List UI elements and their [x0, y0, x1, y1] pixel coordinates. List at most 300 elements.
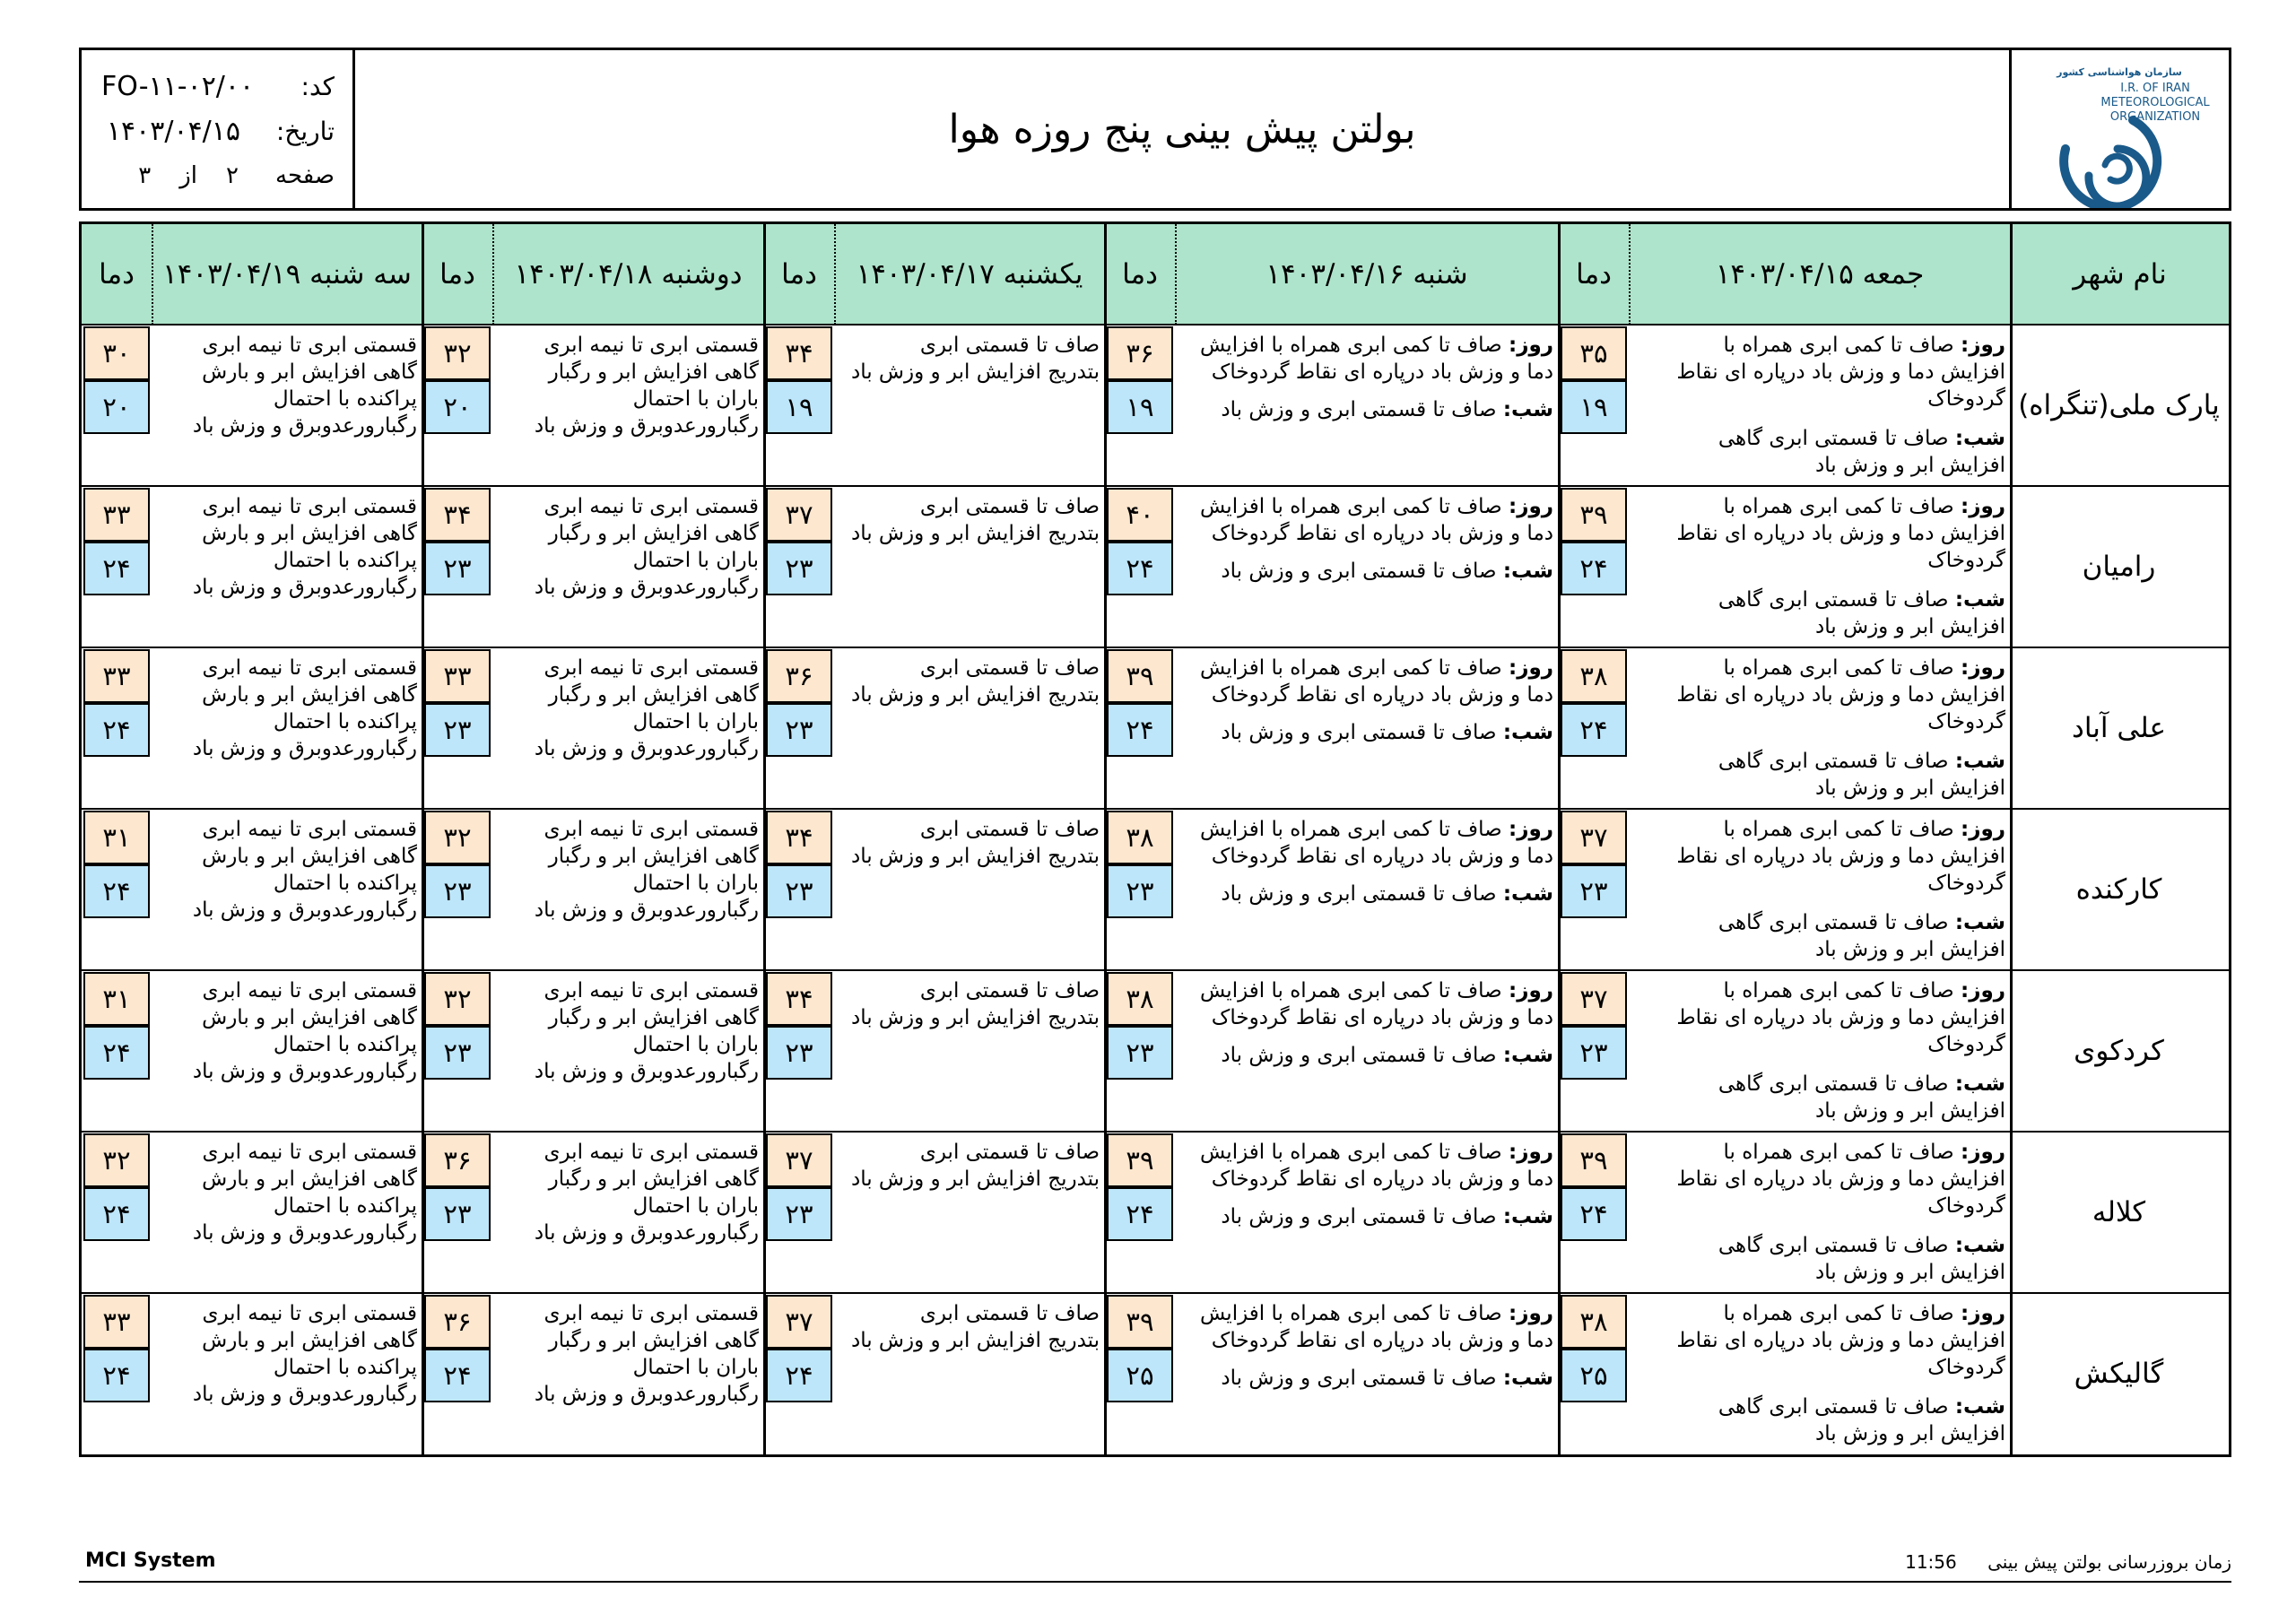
- day-column-header: دوشنبه ۱۴۰۳/۰۴/۱۸: [492, 224, 764, 325]
- max-temp: ۳۴: [424, 488, 491, 542]
- forecast-text: صاف تا قسمتی ابری گاهی: [1718, 1395, 1949, 1419]
- forecast-line: [841, 1139, 1100, 1166]
- max-temp: ۳۰: [83, 326, 150, 380]
- day-forecast: [1636, 1300, 2005, 1381]
- forecast-line: [841, 1166, 1100, 1193]
- header-dotted-divider: [1629, 224, 1631, 325]
- forecast-text: قسمتی ابری تا نیمه ابری: [202, 818, 417, 841]
- max-temp: ۳۸: [1561, 649, 1627, 703]
- forecast-text: قسمتی ابری تا نیمه ابری: [202, 1141, 417, 1164]
- min-temp: ۲۴: [1107, 542, 1173, 595]
- forecast-line: [500, 547, 759, 574]
- forecast-text: باران با احتمال: [632, 1033, 759, 1056]
- logo-org-en-1: I.R. OF IRAN: [2120, 82, 2190, 95]
- day-forecast: [1636, 493, 2005, 574]
- forecast-line: [159, 816, 417, 843]
- forecast-text: گاهی افزایش ابر و بارش: [202, 522, 417, 545]
- forecast-text: رگبارورعدوبرق و وزش باد: [534, 1221, 759, 1245]
- forecast-text: گردوخاک: [1927, 1033, 2005, 1056]
- forecast-line: [159, 1219, 417, 1246]
- forecast-text: قسمتی ابری تا نیمه ابری: [544, 1141, 759, 1164]
- forecast-text: افزایش دما و وزش باد درپاره ای نقاط: [1676, 845, 2005, 868]
- max-temp: ۴۰: [1107, 488, 1173, 542]
- row-divider: [82, 1292, 2229, 1294]
- forecast-text: باران با احتمال: [632, 710, 759, 733]
- forecast-text: صاف تا قسمتی ابری و وزش باد: [1221, 882, 1497, 906]
- forecast-table: [79, 221, 2231, 1457]
- forecast-text: بتدریج افزایش ابر و وزش باد: [850, 1329, 1100, 1352]
- forecast-line: [500, 1031, 759, 1058]
- forecast-line: [159, 897, 417, 924]
- forecast-line: [500, 412, 759, 439]
- forecast-text: قسمتی ابری تا نیمه ابری: [544, 656, 759, 680]
- temp-column-header: دما: [764, 224, 834, 325]
- forecast-text: صاف تا قسمتی ابری: [919, 656, 1100, 680]
- max-temp: ۳۷: [766, 488, 832, 542]
- forecast-line: [159, 1193, 417, 1219]
- forecast-line: [1636, 386, 2005, 412]
- min-temp: ۲۴: [1107, 703, 1173, 757]
- forecast-text: افزایش ابر و وزش باد: [1815, 1422, 2005, 1445]
- night-forecast: [1636, 909, 2005, 963]
- forecast-text: گاهی افزایش ابر و بارش: [202, 1329, 417, 1352]
- forecast-line: [1636, 332, 2005, 359]
- forecast-label: شب:: [1954, 427, 2005, 450]
- max-temp: ۳۴: [766, 972, 832, 1026]
- forecast-text: دما و وزش باد درپاره ای نقاط گردوخاک: [1211, 360, 1553, 384]
- forecast-label: شب:: [1502, 1205, 1553, 1228]
- date-value: ۱۴۰۳/۰۴/۱۵: [106, 115, 240, 147]
- forecast-text: رگبارورعدوبرق و وزش باد: [192, 898, 417, 922]
- forecast-label: شب:: [1502, 721, 1553, 744]
- night-forecast: [1636, 1071, 2005, 1124]
- forecast-line: [500, 359, 759, 386]
- min-temp: ۲۴: [83, 703, 150, 757]
- forecast-text: دما و وزش باد درپاره ای نقاط گردوخاک: [1211, 1329, 1553, 1352]
- forecast-description: [841, 655, 1100, 708]
- meteorological-organization-logo: [2012, 50, 2226, 208]
- min-temp: ۲۰: [83, 380, 150, 434]
- forecast-line: [1636, 520, 2005, 547]
- forecast-text: صاف تا کمی ابری همراه با افزایش: [1199, 495, 1502, 518]
- city-name: کلاله: [2092, 1196, 2146, 1228]
- forecast-text: قسمتی ابری تا نیمه ابری: [544, 334, 759, 357]
- night-forecast: [1636, 425, 2005, 479]
- day-forecast: [1182, 1139, 1553, 1193]
- forecast-text: صاف تا کمی ابری همراه با افزایش: [1199, 818, 1502, 841]
- forecast-description: [1636, 977, 2005, 1124]
- forecast-description: [159, 493, 417, 601]
- temp-column-header: دما: [82, 224, 152, 325]
- forecast-line: [841, 1327, 1100, 1354]
- forecast-label: شب:: [1502, 560, 1553, 583]
- min-temp: ۲۴: [1561, 542, 1627, 595]
- forecast-line: [1636, 816, 2005, 843]
- forecast-line: [841, 332, 1100, 359]
- forecast-line: [500, 1139, 759, 1166]
- forecast-line: [159, 977, 417, 1004]
- day-forecast: [1182, 332, 1553, 386]
- forecast-text: پراکنده با احتمال: [273, 1033, 417, 1056]
- forecast-text: پراکنده با احتمال: [273, 1356, 417, 1379]
- forecast-label: شب:: [1954, 750, 2005, 773]
- forecast-text: گردوخاک: [1927, 1194, 2005, 1218]
- forecast-text: گاهی افزایش ابر و رگبار: [548, 1167, 759, 1191]
- day-forecast: [1182, 816, 1553, 870]
- forecast-line: [841, 655, 1100, 681]
- forecast-line: [500, 574, 759, 601]
- max-temp: ۳۳: [83, 1295, 150, 1349]
- forecast-text: گاهی افزایش ابر و رگبار: [548, 845, 759, 868]
- forecast-description: [1182, 332, 1553, 423]
- forecast-text: صاف تا کمی ابری همراه با افزایش: [1199, 656, 1502, 680]
- temp-column-header: دما: [1105, 224, 1175, 325]
- forecast-text: رگبارورعدوبرق و وزش باد: [534, 1060, 759, 1083]
- forecast-text: افزایش دما و وزش باد درپاره ای نقاط: [1676, 522, 2005, 545]
- min-temp: ۲۴: [83, 864, 150, 918]
- forecast-label: روز:: [1509, 495, 1553, 518]
- day-forecast: [1636, 1139, 2005, 1219]
- max-temp: ۳۲: [424, 811, 491, 864]
- forecast-text: گردوخاک: [1927, 872, 2005, 895]
- night-forecast: [1182, 881, 1553, 907]
- forecast-description: [1182, 493, 1553, 585]
- forecast-text: پراکنده با احتمال: [273, 1194, 417, 1218]
- forecast-label: شب:: [1502, 398, 1553, 421]
- forecast-text: صاف تا قسمتی ابری گاهی: [1718, 911, 1949, 934]
- forecast-line: [1182, 816, 1553, 843]
- forecast-text: باران با احتمال: [632, 387, 759, 411]
- city-name: پارک ملی(تنگراه): [2018, 389, 2220, 421]
- max-temp: ۳۹: [1107, 1133, 1173, 1187]
- city-name: کارکنده: [2075, 873, 2162, 906]
- forecast-line: [1636, 1420, 2005, 1447]
- min-temp: ۲۳: [766, 1026, 832, 1080]
- forecast-text: بتدریج افزایش ابر و وزش باد: [850, 1167, 1100, 1191]
- forecast-description: [500, 977, 759, 1085]
- date-label: تاریخ:: [275, 116, 335, 146]
- forecast-line: [1182, 1300, 1553, 1327]
- forecast-line: [1636, 870, 2005, 897]
- forecast-text: بتدریج افزایش ابر و وزش باد: [850, 522, 1100, 545]
- max-temp: ۳۷: [1561, 811, 1627, 864]
- forecast-description: [1182, 977, 1553, 1069]
- footer-update-value: 11:56: [1905, 1551, 1957, 1573]
- forecast-text: قسمتی ابری تا نیمه ابری: [544, 818, 759, 841]
- forecast-line: [1182, 332, 1553, 359]
- night-forecast: [1636, 1393, 2005, 1447]
- min-temp: ۲۳: [766, 542, 832, 595]
- forecast-line: [500, 708, 759, 735]
- forecast-line: [1182, 843, 1553, 870]
- forecast-text: صاف تا کمی ابری همراه با: [1723, 818, 1954, 841]
- forecast-description: [1636, 1139, 2005, 1286]
- forecast-line: [500, 816, 759, 843]
- forecast-text: گاهی افزایش ابر و بارش: [202, 1167, 417, 1191]
- forecast-text: صاف تا کمی ابری همراه با افزایش: [1199, 979, 1502, 1002]
- max-temp: ۳۵: [1561, 326, 1627, 380]
- forecast-label: روز:: [1509, 1141, 1553, 1164]
- max-temp: ۳۷: [766, 1133, 832, 1187]
- city-name: کردکوی: [2074, 1035, 2164, 1067]
- forecast-text: رگبارورعدوبرق و وزش باد: [192, 414, 417, 438]
- forecast-description: [1636, 816, 2005, 963]
- footer-update-label: زمان بروزرسانی بولتن پیش بینی: [1987, 1551, 2231, 1573]
- night-forecast: [1182, 719, 1553, 746]
- forecast-description: [1636, 332, 2005, 479]
- forecast-text: دما و وزش باد درپاره ای نقاط گردوخاک: [1211, 1006, 1553, 1029]
- forecast-line: [500, 897, 759, 924]
- forecast-text: رگبارورعدوبرق و وزش باد: [534, 576, 759, 599]
- forecast-text: صاف تا کمی ابری همراه با: [1723, 334, 1954, 357]
- forecast-text: گاهی افزایش ابر و رگبار: [548, 522, 759, 545]
- row-divider: [82, 1131, 2229, 1133]
- forecast-line: [1182, 1166, 1553, 1193]
- header-dotted-divider: [1175, 224, 1177, 325]
- day-forecast: [1636, 655, 2005, 735]
- city-name: گالیکش: [2074, 1358, 2164, 1390]
- forecast-line: [159, 386, 417, 412]
- forecast-line: [500, 1381, 759, 1408]
- forecast-line: [500, 386, 759, 412]
- forecast-label: شب:: [1502, 1367, 1553, 1390]
- forecast-text: دما و وزش باد درپاره ای نقاط گردوخاک: [1211, 1167, 1553, 1191]
- max-temp: ۳۶: [424, 1295, 491, 1349]
- forecast-line: [1636, 359, 2005, 386]
- forecast-line: [159, 547, 417, 574]
- forecast-line: [841, 1004, 1100, 1031]
- forecast-description: [841, 816, 1100, 870]
- day-forecast: [1636, 977, 2005, 1058]
- code-row: [101, 65, 335, 108]
- page-total: ۳: [138, 162, 152, 189]
- forecast-label: روز:: [1961, 979, 2005, 1002]
- forecast-line: [500, 520, 759, 547]
- forecast-label: روز:: [1961, 1302, 2005, 1325]
- forecast-text: صاف تا قسمتی ابری گاهی: [1718, 427, 1949, 450]
- forecast-text: صاف تا کمی ابری همراه با: [1723, 1302, 1954, 1325]
- forecast-text: صاف تا قسمتی ابری: [919, 818, 1100, 841]
- forecast-description: [159, 655, 417, 762]
- forecast-text: صاف تا قسمتی ابری و وزش باد: [1221, 1205, 1497, 1228]
- forecast-label: شب:: [1502, 882, 1553, 906]
- forecast-line: [1636, 547, 2005, 574]
- forecast-line: [841, 359, 1100, 386]
- forecast-line: [1636, 452, 2005, 479]
- forecast-text: قسمتی ابری تا نیمه ابری: [202, 1302, 417, 1325]
- forecast-line: [500, 843, 759, 870]
- forecast-label: روز:: [1961, 334, 2005, 357]
- forecast-description: [500, 493, 759, 601]
- forecast-line: [500, 681, 759, 708]
- city-name: رامیان: [2082, 551, 2156, 583]
- logo-cell: [2009, 50, 2229, 208]
- forecast-text: گردوخاک: [1927, 710, 2005, 733]
- forecast-line: [1636, 681, 2005, 708]
- page-of: از: [179, 162, 198, 189]
- forecast-line: [500, 1004, 759, 1031]
- forecast-text: صاف تا قسمتی ابری: [919, 979, 1100, 1002]
- night-forecast: [1182, 558, 1553, 585]
- forecast-line: [1636, 1300, 2005, 1327]
- min-temp: ۲۳: [766, 864, 832, 918]
- forecast-text: بتدریج افزایش ابر و وزش باد: [850, 683, 1100, 707]
- min-temp: ۲۳: [424, 1187, 491, 1241]
- min-temp: ۲۰: [424, 380, 491, 434]
- forecast-text: صاف تا کمی ابری همراه با: [1723, 656, 1954, 680]
- forecast-line: [1636, 655, 2005, 681]
- min-temp: ۲۳: [766, 1187, 832, 1241]
- forecast-line: [159, 520, 417, 547]
- forecast-text: دما و وزش باد درپاره ای نقاط گردوخاک: [1211, 522, 1553, 545]
- forecast-line: [841, 493, 1100, 520]
- footer-update-time: [1905, 1551, 2231, 1573]
- max-temp: ۳۳: [83, 488, 150, 542]
- max-temp: ۳۹: [1561, 488, 1627, 542]
- forecast-line: [159, 735, 417, 762]
- forecast-line: [159, 1031, 417, 1058]
- max-temp: ۳۱: [83, 972, 150, 1026]
- forecast-line: [159, 843, 417, 870]
- forecast-description: [841, 493, 1100, 547]
- code-label: کد:: [300, 71, 335, 101]
- forecast-text: دما و وزش باد درپاره ای نقاط گردوخاک: [1211, 683, 1553, 707]
- max-temp: ۳۸: [1561, 1295, 1627, 1349]
- max-temp: ۳۹: [1561, 1133, 1627, 1187]
- forecast-description: [1636, 655, 2005, 802]
- header-dotted-divider: [152, 224, 153, 325]
- forecast-line: [1636, 1354, 2005, 1381]
- day-forecast: [1636, 332, 2005, 412]
- forecast-line: [1182, 493, 1553, 520]
- forecast-text: باران با احتمال: [632, 1356, 759, 1379]
- forecast-text: صاف تا کمی ابری همراه با افزایش: [1199, 334, 1502, 357]
- max-temp: ۳۲: [424, 326, 491, 380]
- temp-column-header: دما: [1559, 224, 1629, 325]
- logo-org-en-3: ORGANIZATION: [2109, 110, 2201, 124]
- min-temp: ۲۳: [424, 703, 491, 757]
- forecast-text: گاهی افزایش ابر و بارش: [202, 1006, 417, 1029]
- forecast-label: شب:: [1502, 1044, 1553, 1067]
- forecast-text: رگبارورعدوبرق و وزش باد: [192, 1060, 417, 1083]
- forecast-text: افزایش ابر و وزش باد: [1815, 777, 2005, 800]
- forecast-description: [500, 332, 759, 439]
- min-temp: ۲۴: [766, 1349, 832, 1402]
- forecast-label: شب:: [1954, 588, 2005, 612]
- forecast-line: [841, 681, 1100, 708]
- min-temp: ۲۳: [424, 1026, 491, 1080]
- forecast-line: [500, 1166, 759, 1193]
- row-divider: [82, 647, 2229, 648]
- day-forecast: [1182, 493, 1553, 547]
- forecast-line: [1636, 613, 2005, 640]
- forecast-text: گاهی افزایش ابر و رگبار: [548, 360, 759, 384]
- night-forecast: [1636, 586, 2005, 640]
- forecast-line: [159, 1004, 417, 1031]
- forecast-text: پراکنده با احتمال: [273, 872, 417, 895]
- min-temp: ۲۳: [424, 864, 491, 918]
- forecast-text: گاهی افزایش ابر و رگبار: [548, 1006, 759, 1029]
- forecast-text: رگبارورعدوبرق و وزش باد: [534, 737, 759, 760]
- min-temp: ۲۳: [1107, 864, 1173, 918]
- forecast-description: [500, 816, 759, 924]
- logo-org-en-2: METEOROLOGICAL: [2100, 96, 2210, 109]
- forecast-text: افزایش ابر و وزش باد: [1815, 1099, 2005, 1123]
- forecast-text: قسمتی ابری تا نیمه ابری: [544, 979, 759, 1002]
- forecast-text: بتدریج افزایش ابر و وزش باد: [850, 845, 1100, 868]
- forecast-text: قسمتی ابری تا نیمه ابری: [544, 495, 759, 518]
- forecast-line: [1636, 1004, 2005, 1031]
- forecast-text: قسمتی ابری تا نیمه ابری: [202, 495, 417, 518]
- forecast-line: [500, 1193, 759, 1219]
- forecast-line: [500, 332, 759, 359]
- forecast-description: [159, 816, 417, 924]
- forecast-line: [159, 332, 417, 359]
- min-temp: ۱۹: [1107, 380, 1173, 434]
- forecast-description: [1182, 1300, 1553, 1392]
- forecast-text: قسمتی ابری تا نیمه ابری: [202, 656, 417, 680]
- min-temp: ۱۹: [1561, 380, 1627, 434]
- forecast-line: [1636, 775, 2005, 802]
- forecast-text: رگبارورعدوبرق و وزش باد: [534, 1383, 759, 1406]
- forecast-text: صاف تا قسمتی ابری گاهی: [1718, 588, 1949, 612]
- forecast-description: [159, 977, 417, 1085]
- city-column-header: نام شهر: [2011, 224, 2229, 325]
- date-row: [101, 109, 335, 152]
- night-forecast: [1182, 1042, 1553, 1069]
- forecast-description: [841, 1300, 1100, 1354]
- forecast-line: [500, 735, 759, 762]
- forecast-description: [1636, 1300, 2005, 1447]
- forecast-line: [1636, 425, 2005, 452]
- document-meta: [82, 50, 355, 208]
- forecast-label: روز:: [1961, 1141, 2005, 1164]
- forecast-description: [500, 1300, 759, 1408]
- forecast-text: گردوخاک: [1927, 549, 2005, 572]
- forecast-label: روز:: [1961, 495, 2005, 518]
- forecast-line: [1636, 586, 2005, 613]
- forecast-text: افزایش دما و وزش باد درپاره ای نقاط: [1676, 360, 2005, 384]
- forecast-text: پراکنده با احتمال: [273, 549, 417, 572]
- forecast-text: گاهی افزایش ابر و بارش: [202, 360, 417, 384]
- forecast-text: صاف تا قسمتی ابری: [919, 1302, 1100, 1325]
- forecast-text: افزایش ابر و وزش باد: [1815, 454, 2005, 477]
- bulletin-header: [79, 48, 2231, 211]
- min-temp: ۲۴: [1561, 703, 1627, 757]
- forecast-label: روز:: [1961, 656, 2005, 680]
- forecast-text: باران با احتمال: [632, 549, 759, 572]
- forecast-text: قسمتی ابری تا نیمه ابری: [202, 334, 417, 357]
- forecast-text: افزایش ابر و وزش باد: [1815, 615, 2005, 638]
- forecast-line: [159, 574, 417, 601]
- forecast-line: [159, 359, 417, 386]
- forecast-text: رگبارورعدوبرق و وزش باد: [534, 414, 759, 438]
- day-column-header: جمعه ۱۴۰۳/۰۴/۱۵: [1629, 224, 2011, 325]
- row-divider: [82, 808, 2229, 810]
- forecast-line: [841, 1300, 1100, 1327]
- forecast-line: [1636, 1139, 2005, 1166]
- forecast-line: [1636, 1071, 2005, 1098]
- forecast-text: صاف تا قسمتی ابری گاهی: [1718, 750, 1949, 773]
- forecast-description: [500, 655, 759, 762]
- forecast-line: [500, 1058, 759, 1085]
- max-temp: ۳۹: [1107, 1295, 1173, 1349]
- forecast-line: [841, 977, 1100, 1004]
- forecast-label: روز:: [1509, 334, 1553, 357]
- min-temp: ۲۴: [83, 1349, 150, 1402]
- forecast-line: [159, 655, 417, 681]
- page-number: ۲: [226, 162, 239, 189]
